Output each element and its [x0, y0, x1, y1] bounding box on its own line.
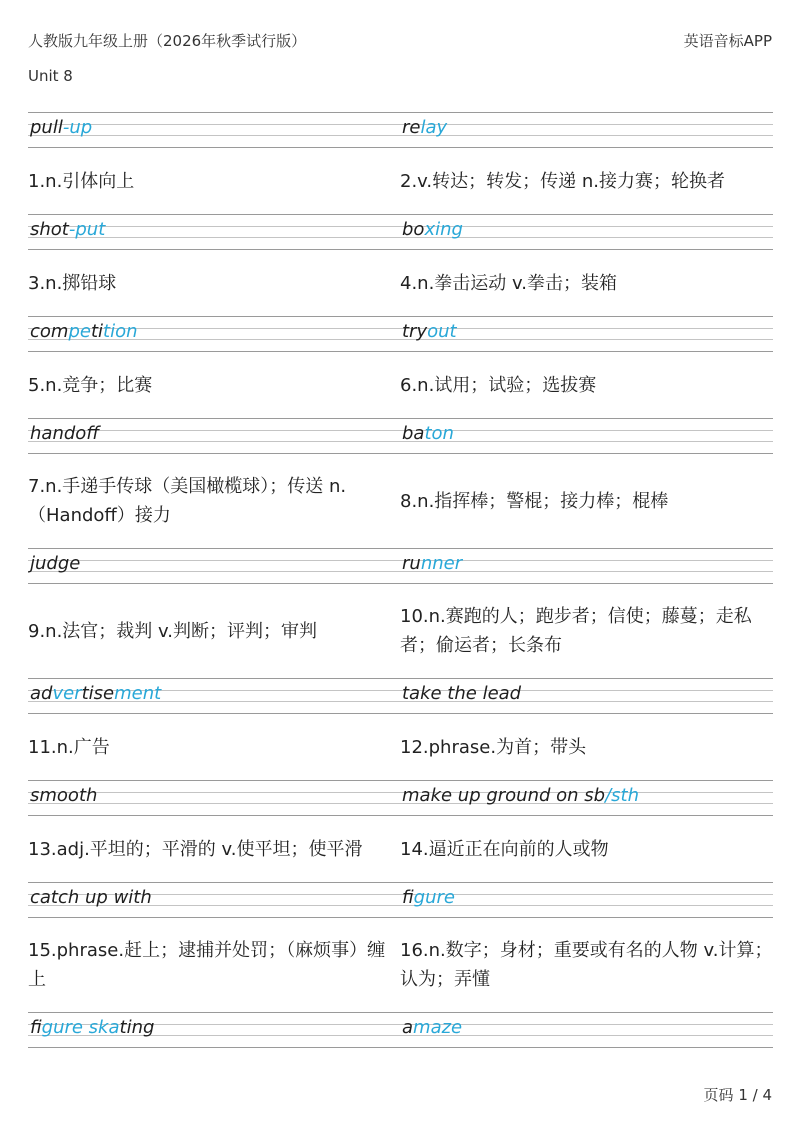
left-definition: 13.adj.平坦的；平滑的 v.使平坦；使平滑 [28, 838, 363, 860]
right-definition: 2.v.转达；转发；传递 n.接力赛；轮换者 [400, 170, 726, 192]
vocab-row [28, 882, 773, 1012]
syllable: catch up with [30, 887, 152, 908]
writing-lines [28, 316, 773, 352]
left-definition: 9.n.法官；裁判 v.判断；评判；审判 [28, 620, 318, 642]
right-definition: 8.n.指挥棒；警棍；接力棒；棍棒 [400, 490, 669, 512]
syllable: ru [402, 553, 421, 574]
syllable: com [30, 321, 69, 342]
syllable-highlight: xing [424, 219, 463, 240]
syllable-highlight: out [427, 321, 457, 342]
left-word [30, 1017, 154, 1039]
left-definition: 5.n.竞争；比赛 [28, 374, 153, 396]
page-number: 页码 1 / 4 [703, 1086, 772, 1104]
vocab-row [28, 112, 773, 214]
right-definition: 12.phrase.为首；带头 [400, 736, 587, 758]
definitions [28, 352, 773, 418]
definitions [28, 714, 773, 780]
vocab-row [28, 214, 773, 316]
left-word [30, 219, 105, 241]
syllable: take the lead [402, 683, 522, 704]
writing-lines [28, 112, 773, 148]
definitions [28, 148, 773, 214]
left-word [30, 683, 161, 705]
syllable-highlight: gure [413, 887, 455, 908]
vocab-row [28, 418, 773, 548]
left-word [30, 321, 138, 343]
left-definition: 15.phrase.赶上；逮捕并处罚；（麻烦事）缠上 [28, 940, 386, 990]
syllable-highlight: ton [424, 423, 454, 444]
syllable: bo [402, 219, 425, 240]
right-word [402, 683, 521, 705]
writing-lines [28, 678, 773, 714]
syllable: re [402, 117, 421, 138]
syllable-highlight: ver [52, 683, 82, 704]
definitions [28, 250, 773, 316]
definitions [28, 584, 773, 678]
syllable-highlight: -put [68, 219, 106, 240]
right-word [402, 321, 457, 343]
app-name: 英语音标APP [683, 32, 772, 50]
syllable-highlight: gure ska [41, 1017, 120, 1038]
syllable: ad [30, 683, 53, 704]
syllable: ting [119, 1017, 155, 1038]
writing-lines [28, 418, 773, 454]
syllable: make up ground on sb [402, 785, 606, 806]
unit-label: Unit 8 [28, 67, 73, 85]
writing-lines [28, 780, 773, 816]
syllable: fi [30, 1017, 42, 1038]
vocab-row [28, 780, 773, 882]
right-word [402, 117, 447, 139]
writing-lines [28, 214, 773, 250]
vocab-row [28, 548, 773, 678]
left-word [30, 423, 99, 445]
left-word [30, 785, 97, 807]
syllable-highlight: ment [114, 683, 162, 704]
left-definition: 7.n.手递手传球（美国橄榄球）；传送 n.（Handoff）接力 [28, 476, 347, 526]
syllable: judge [30, 553, 81, 574]
writing-lines [28, 1012, 773, 1048]
left-definition: 11.n.广告 [28, 736, 110, 758]
syllable: smooth [30, 785, 98, 806]
syllable: tise [81, 683, 115, 704]
right-word [402, 785, 639, 807]
vocabulary-list [28, 112, 773, 1048]
syllable: fi [402, 887, 414, 908]
syllable: ba [402, 423, 425, 444]
syllable-highlight: tion [103, 321, 138, 342]
syllable: ti [90, 321, 104, 342]
right-word [402, 1017, 462, 1039]
right-word [402, 887, 455, 909]
syllable: shot [30, 219, 69, 240]
right-definition: 4.n.拳击运动 v.拳击；装箱 [400, 272, 618, 294]
vocab-row [28, 316, 773, 418]
definitions [28, 454, 773, 548]
right-word [402, 219, 463, 241]
syllable: try [402, 321, 428, 342]
syllable: a [402, 1017, 414, 1038]
right-definition: 16.n.数字；身材；重要或有名的人物 v.计算；认为；弄懂 [400, 940, 773, 990]
syllable: handoff [30, 423, 100, 444]
right-definition: 10.n.赛跑的人；跑步者；信使；藤蔓；走私者；偷运者；长条布 [400, 606, 752, 656]
syllable-highlight: pe [68, 321, 91, 342]
left-word [30, 117, 92, 139]
vocab-row [28, 1012, 773, 1048]
left-word [30, 887, 152, 909]
writing-lines [28, 548, 773, 584]
left-word [30, 553, 80, 575]
left-definition: 1.n.引体向上 [28, 170, 135, 192]
syllable-highlight: maze [413, 1017, 463, 1038]
right-word [402, 553, 462, 575]
right-word [402, 423, 454, 445]
writing-lines [28, 882, 773, 918]
definitions [28, 918, 773, 1012]
document-header-title: 人教版九年级上册（2026年秋季试行版） [28, 32, 307, 50]
right-definition: 6.n.试用；试验；选拔赛 [400, 374, 597, 396]
vocab-row [28, 678, 773, 780]
right-definition: 14.逼近正在向前的人或物 [400, 838, 609, 860]
syllable-highlight: lay [420, 117, 448, 138]
syllable: pull [30, 117, 63, 138]
syllable-highlight: -up [62, 117, 93, 138]
left-definition: 3.n.掷铅球 [28, 272, 117, 294]
syllable-highlight: /sth [605, 785, 640, 806]
syllable-highlight: nner [420, 553, 463, 574]
definitions [28, 816, 773, 882]
